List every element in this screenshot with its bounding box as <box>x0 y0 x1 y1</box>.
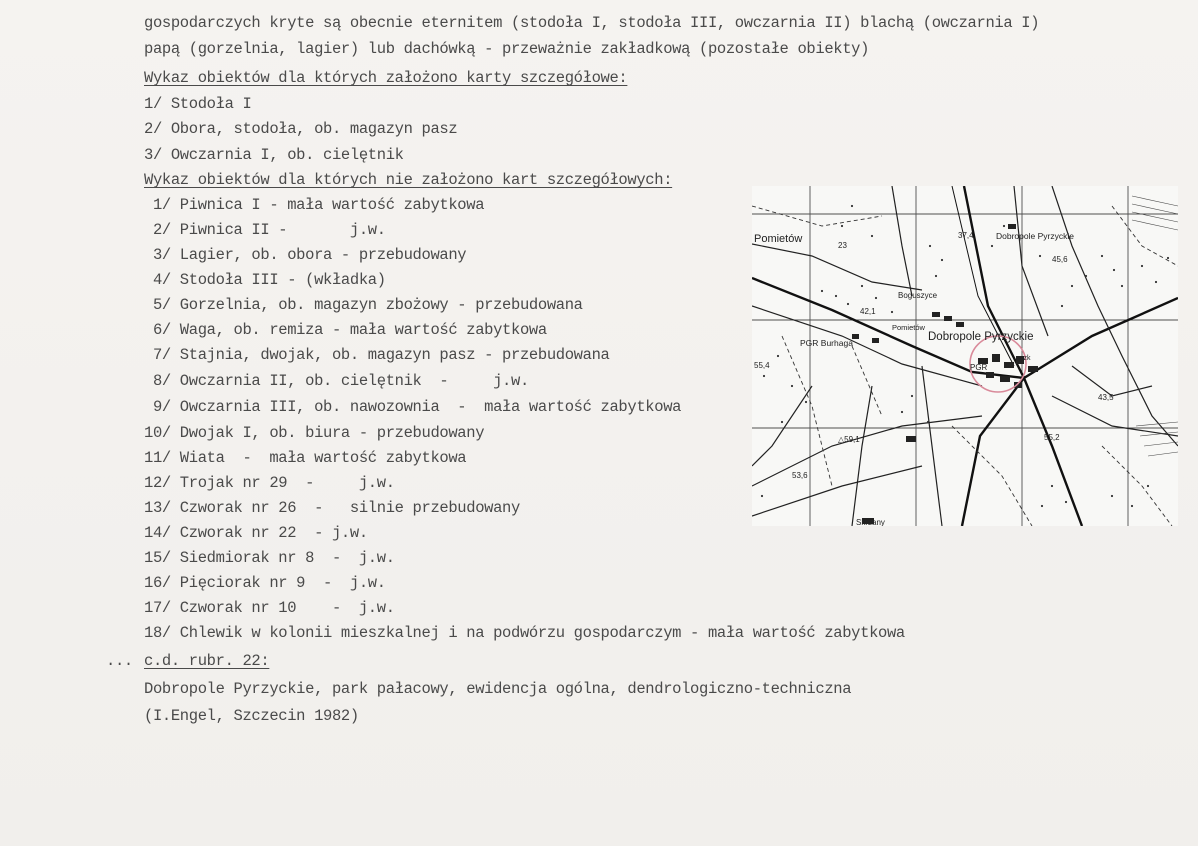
map-height-55-2: 55,2 <box>1044 433 1060 442</box>
map-label-szk: szk <box>1020 355 1031 362</box>
map-height-53-6: 53,6 <box>792 471 808 480</box>
detailed-item-2: 2/ Obora, stodoła, ob. magazyn pasz <box>144 120 458 138</box>
reference-line: Dobropole Pyrzyckie, park pałacowy, ewidencja ogólna, dendrologiczno-techniczna <box>144 680 852 698</box>
nondetailed-item-16: 16/ Pięciorak nr 9 - j.w. <box>144 574 386 592</box>
nondetailed-list-heading: Wykaz obiektów dla których nie założono kart szczegółowych: <box>144 171 673 189</box>
nondetailed-item-7: 7/ Stajnia, dwojak, ob. magazyn pasz - przebudowana <box>144 346 610 364</box>
map-label-pgr: PGR <box>970 363 988 372</box>
nondetailed-item-11: 11/ Wiata - mała wartość zabytkowa <box>144 449 467 467</box>
intro-line-2: papą (gorzelnia, lagier) lub dachówką - przeważnie zakładkową (pozostałe obiekty) <box>144 40 870 58</box>
map-label-pomietow-small: Pomietów <box>892 323 925 332</box>
nondetailed-item-14: 14/ Czworak nr 22 - j.w. <box>144 524 368 542</box>
map-label-pgr-burhaga: PGR Burhaga <box>800 338 853 348</box>
nondetailed-item-13: 13/ Czworak nr 26 - silnie przebudowany <box>144 499 520 517</box>
map-height-55-4: 55,4 <box>754 361 770 370</box>
nondetailed-item-17: 17/ Czworak nr 10 - j.w. <box>144 599 395 617</box>
map-height-42-1: 42,1 <box>860 307 876 316</box>
map-height-43-5: 43,5 <box>1098 393 1114 402</box>
detailed-list-heading: Wykaz obiektów dla których założono karty szczegółowe: <box>144 69 628 87</box>
detailed-item-1: 1/ Stodoła I <box>144 95 252 113</box>
nondetailed-item-4: 4/ Stodoła III - (wkładka) <box>144 271 386 289</box>
nondetailed-item-9: 9/ Owczarnia III, ob. nawozownia - mała wartość zabytkowa <box>144 398 682 416</box>
nondetailed-item-8: 8/ Owczarnia II, ob. cielętnik - j.w. <box>144 372 529 390</box>
map-label-boguszyce: Boguszyce <box>898 291 938 300</box>
nondetailed-item-5: 5/ Gorzelnia, ob. magazyn zbożowy - przebudowana <box>144 296 583 314</box>
topographic-map-excerpt <box>752 186 1178 526</box>
nondetailed-item-3: 3/ Lagier, ob. obora - przebudowany <box>144 246 467 264</box>
nondetailed-item-1: 1/ Piwnica I - mała wartość zabytkowa <box>144 196 485 214</box>
nondetailed-item-6: 6/ Waga, ob. remiza - mała wartość zabytkowa <box>144 321 547 339</box>
map-height-23: 23 <box>838 241 847 250</box>
map-height-45-6: 45,6 <box>1052 255 1068 264</box>
map-height-59-1: △59,1 <box>838 435 860 444</box>
map-drawing <box>752 186 1178 526</box>
detailed-item-3: 3/ Owczarnia I, ob. cielętnik <box>144 146 404 164</box>
nondetailed-item-12: 12/ Trojak nr 29 - j.w. <box>144 474 395 492</box>
map-label-dobropole-main: Dobropole Pyrzyckie <box>928 331 1034 343</box>
reference-author: (I.Engel, Szczecin 1982) <box>144 707 359 725</box>
map-label-skrzany: Skrzany <box>856 518 885 526</box>
nondetailed-item-18: 18/ Chlewik w kolonii mieszkalnej i na podwórzu gospodarczym - mała wartość zabytkowa <box>144 624 905 642</box>
intro-line-1: gospodarczych kryte są obecnie eternitem (stodoła I, stodoła III, owczarnia II) blachą (owczarnia I) <box>144 14 1040 32</box>
nondetailed-item-10: 10/ Dwojak I, ob. biura - przebudowany <box>144 424 485 442</box>
nondetailed-item-2: 2/ Piwnica II - j.w. <box>144 221 386 239</box>
map-label-pomietow: Pomietów <box>754 233 803 245</box>
continuation-prefix: ... <box>106 652 133 670</box>
continuation-heading: c.d. rubr. 22: <box>144 652 270 670</box>
map-label-dobropole-top: Dobropole Pyrzyckie <box>996 231 1074 241</box>
nondetailed-item-15: 15/ Siedmiorak nr 8 - j.w. <box>144 549 395 567</box>
map-height-37-4: 37,4 <box>958 231 974 240</box>
